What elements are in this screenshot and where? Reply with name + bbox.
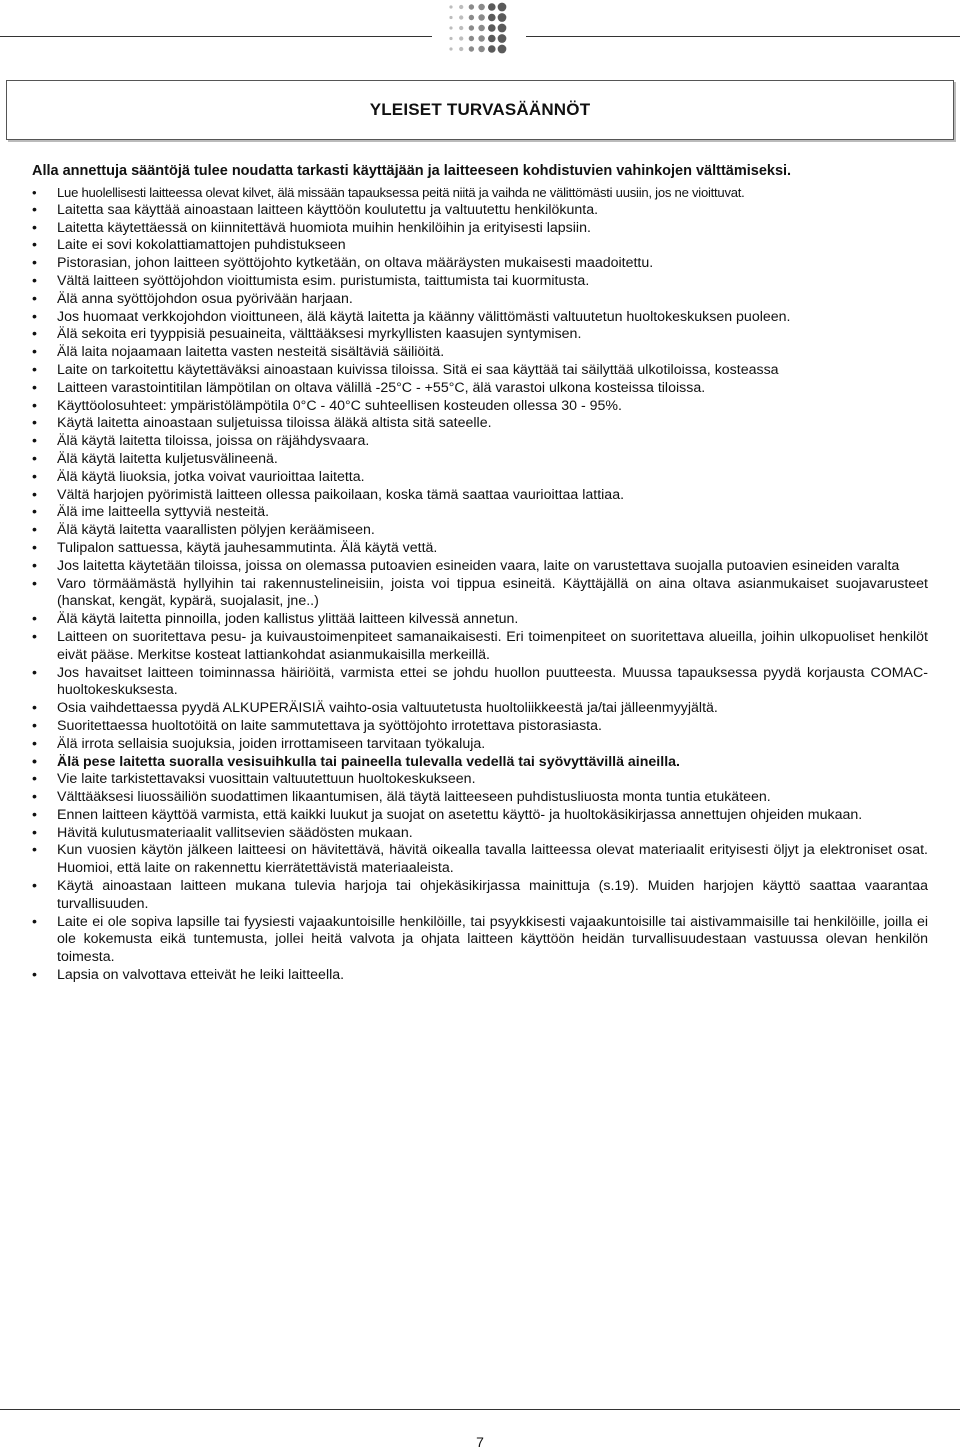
rule-item: • Jos havaitset laitteen toiminnassa häiriöitä, varmista ettei se johdu huollon puutteesta. Muussa tapauksessa pyydä korjausta COMAC-huoltokeskuksesta.	[32, 665, 928, 701]
rule-item: • Ennen laitteen käyttöä varmista, että kaikki luukut ja suojat on asetettu käyttö- ja huoltokäsikirjassa annettujen ohjeiden mukaan.	[32, 807, 928, 825]
logo-dot	[469, 4, 474, 9]
logo-dot	[449, 37, 452, 40]
logo-dot	[488, 35, 496, 43]
logo-dot	[459, 26, 463, 30]
rule-item: • Laitetta käytettäessä on kiinnitettävä huomiota muihin henkilöihin ja erityisesti lapsiin.	[32, 220, 928, 238]
rule-item: • Älä käytä laitetta pinnoilla, joden kallistus ylittää laitteen kilvessä annetun.	[32, 611, 928, 629]
rule-item: • Älä laita nojaamaan laitetta vasten nesteitä sisältäviä säiliöitä.	[32, 344, 928, 362]
logo-dot	[469, 36, 474, 41]
rule-item: • Laitteen varastointitilan lämpötilan on oltava välillä -25°C - +55°C, älä varastoi ulkona kosteissa tiloissa.	[32, 380, 928, 398]
header-rule-right	[526, 36, 960, 37]
logo-dot	[498, 3, 507, 12]
rule-item: • Lue huolellisesti laitteessa olevat kilvet, älä missään tapauksessa peitä niitä ja vaihda ne välittömästi uusiin, jos ne vioittuvat.	[32, 184, 928, 202]
rules-list	[32, 184, 928, 985]
rule-item: • Osia vaihdettaessa pyydä ALKUPERÄISIÄ vaihto-osia valtuutetusta huoltoliikkeestä ja/tai jälleenmyyjältä.	[32, 700, 928, 718]
rule-item: • Varo törmäämästä hyllyihin tai rakennustelineisiin, joista voi tippua esineitä. Käyttäjällä on aina oltava asianmukaiset suojavarusteet (hanskat, kengät, kypärä, suojalasit, jne..)	[32, 576, 928, 612]
rule-item: • Kun vuosien käytön jälkeen laitteesi on hävitettävä, hävitä oikealla tavalla laitteessa olevat materiaalit erityisesti öljyt ja elektroniset osat. Huomioi, että laite on rakennettu kierrätettävistä materiaaleista.	[32, 842, 928, 878]
rule-item: • Käyttöolosuhteet: ympäristölämpötila 0°C - 40°C suhteellisen kosteuden ollessa 30 - 95%.	[32, 398, 928, 416]
logo-dot	[488, 3, 496, 11]
rule-item: • Älä pese laitetta suoralla vesisuihkulla tai paineella tulevalla vedellä tai syövyttävillä aineilla.	[32, 754, 928, 772]
logo-dot	[488, 24, 496, 32]
rule-item: • Vie laite tarkistettavaksi vuosittain valtuutettuun huoltokeskukseen.	[32, 771, 928, 789]
rule-item: • Älä sekoita eri tyyppisiä pesuaineita, välttääksesi myrkyllisten kaasujen syntymisen.	[32, 326, 928, 344]
logo-dot	[498, 13, 507, 22]
rule-item: • Älä käytä laitetta tiloissa, joissa on räjähdysvaara.	[32, 433, 928, 451]
logo-dot	[478, 46, 485, 53]
logo-dot	[459, 36, 463, 40]
logo-dot	[498, 24, 507, 33]
logo-dot	[478, 25, 485, 32]
logo-dot	[469, 15, 474, 20]
rule-item: • Jos huomaat verkkojohdon vioittuneen, älä käytä laitetta ja käänny välittömästi valtuutetun huoltokeskuksen puoleen.	[32, 309, 928, 327]
logo-dot	[469, 46, 474, 51]
rule-item: • Pistorasian, johon laitteen syöttöjohto kytketään, on oltava määräysten mukaisesti maadoitettu.	[32, 255, 928, 273]
rule-item: • Älä ime laitteella syttyviä nesteitä.	[32, 504, 928, 522]
rule-item: • Laitteen on suoritettava pesu- ja kuivaustoimenpiteet samanaikaisesti. Eri toimenpiteet on suoritettava alueilla, joihin ulkopuoliset henkilöt eivät pääse. Merkitse kosteat lattiankohdat asianmukaisilla merkeillä.	[32, 629, 928, 665]
logo-dot	[498, 34, 507, 43]
footer-rule	[0, 1409, 960, 1410]
rule-item: • Älä käytä laitetta vaarallisten pölyjen keräämiseen.	[32, 522, 928, 540]
logo-dot	[469, 25, 474, 30]
rule-item: • Käytä laitetta ainoastaan suljetuissa tiloissa äläkä altista sitä sateelle.	[32, 415, 928, 433]
rule-item: • Älä anna syöttöjohdon osua pyörivään harjaan.	[32, 291, 928, 309]
rule-item: • Laite ei ole sopiva lapsille tai fyysiesti vajaakuntoisille henkilöille, tai psyykkisesti vajaakuntoisille tai aistivammaisille tai henkilöille, joilla ei ole kokemusta eikä tuntemusta, jollei heitä valvota ja ohjata laitteen käyttöön heidän turvallisuudestaan vastuussa olevan henkilön toimesta.	[32, 914, 928, 967]
rule-item: • Laite ei sovi kokolattiamattojen puhdistukseen	[32, 237, 928, 255]
rule-item: • Lapsia on valvottava etteivät he leiki laitteella.	[32, 967, 928, 985]
dot-grid-logo-icon	[446, 2, 508, 54]
logo-dot	[449, 26, 452, 29]
logo-dot	[478, 35, 485, 42]
rule-item: • Hävitä kulutusmateriaalit vallitsevien säädösten mukaan.	[32, 825, 928, 843]
rule-item: • Vältä harjojen pyörimistä laitteen ollessa paikoilaan, koska tämä saattaa vaurioittaa lattiaa.	[32, 487, 928, 505]
rule-item: • Jos laitetta käytetään tiloissa, joissa on olemassa putoavien esineiden vaara, laite on varustettava suojalla putoavien esineiden varalta	[32, 558, 928, 576]
logo-dot	[488, 45, 496, 53]
page-number: 7	[476, 1434, 484, 1450]
logo-dot	[498, 45, 507, 54]
page-title: YLEISET TURVASÄÄNNÖT	[369, 100, 591, 119]
rule-item: • Älä irrota sellaisia suojuksia, joiden irrottamiseen tarvitaan työkaluja.	[32, 736, 928, 754]
logo-dot	[459, 5, 463, 9]
rule-item: • Vältä laitteen syöttöjohdon vioittumista esim. puristumista, taittumista tai kuormitusta.	[32, 273, 928, 291]
rule-item: • Laitetta saa käyttää ainoastaan laitteen käyttöön koulutettu ja valtuutettu henkilökunta.	[32, 202, 928, 220]
rule-item: • Älä käytä liuoksia, jotka voivat vaurioittaa laitetta.	[32, 469, 928, 487]
logo-dot	[459, 15, 463, 19]
intro-text: Alla annettuja sääntöjä tulee noudatta tarkasti käyttäjään ja laitteeseen kohdistuvien vahinkojen välttämiseksi.	[32, 163, 792, 179]
logo-dot	[478, 14, 485, 21]
logo-dot	[449, 16, 452, 19]
logo-dot	[459, 47, 463, 51]
rule-item: • Välttääksesi liuossäiliön suodattimen likaantumisen, älä täytä laitteeseen puhdistusliuosta monta tuntia etukäteen.	[32, 789, 928, 807]
logo-dot	[449, 47, 452, 50]
header-rule-left	[0, 36, 432, 37]
logo-dot	[478, 4, 485, 11]
title-box	[6, 80, 954, 140]
logo-dot	[488, 14, 496, 22]
rule-item: • Laite on tarkoitettu käytettäväksi ainoastaan kuivissa tiloissa. Sitä ei saa käyttää tai säilyttää ulkotiloissa, kosteassa	[32, 362, 928, 380]
logo-dot	[449, 5, 452, 8]
rule-item: • Älä käytä laitetta kuljetusvälineenä.	[32, 451, 928, 469]
rule-item: • Tulipalon sattuessa, käytä jauhesammutinta. Älä käytä vettä.	[32, 540, 928, 558]
rule-item: • Suoritettaessa huoltotöitä on laite sammutettava ja syöttöjohto irrotettava pistorasiasta.	[32, 718, 928, 736]
rule-item: • Käytä ainoastaan laitteen mukana tulevia harjoja tai ohjekäsikirjassa mainittuja (s.19). Muiden harjojen käyttö saattaa vaarantaa turvallisuuden.	[32, 878, 928, 914]
